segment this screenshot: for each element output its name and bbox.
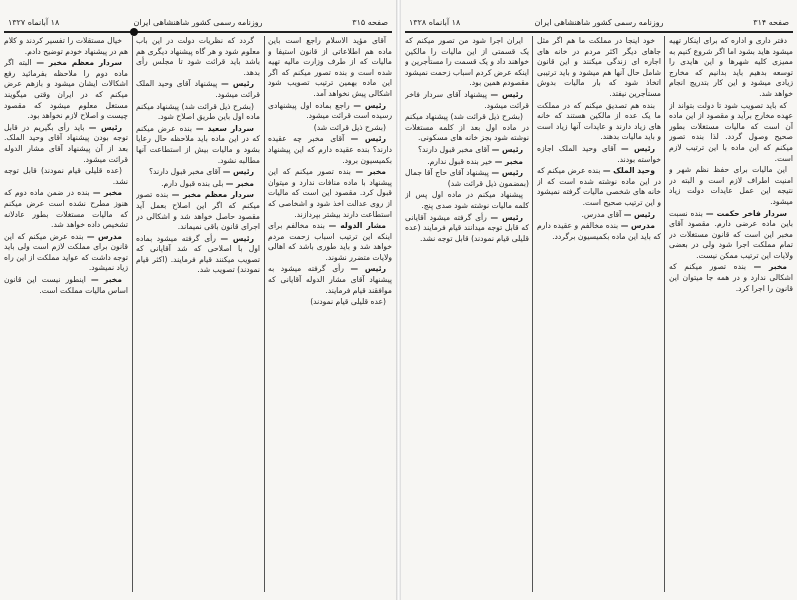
paragraph-text: رأی گرفته میشود بماده اول با اصلاحی که شد آقایانی که تصویب میکنند قیام فرمایند. (اکثر قیام نمودند) تصویب شد. — [136, 233, 260, 275]
paragraph-text: باید رأی بگیریم در قابل توجه بودن پیشنهاد آقای وحید الملک. بعد از آن پیشنهاد آقای مشار الدوله قرائت میشود. — [4, 122, 128, 164]
paragraph — [4, 275, 128, 296]
paragraph-text: البته اگر ماده دوم را ملاحظه بفرمائید رفع اشکالات ایشان میشود و بازهم عرض میکنم که در ایران وقتی میگویند مستغل معلوم میشود که مقصود چیست و اصلاح لازم نخواهد بود. — [4, 58, 128, 121]
paragraph — [268, 36, 392, 100]
speaker-name: سردار معظم مخبر — — [36, 58, 122, 68]
text-column — [669, 36, 793, 594]
paragraph — [405, 145, 529, 156]
speaker-name: رئیس — — [221, 79, 254, 89]
paragraph — [4, 166, 128, 187]
paragraph-text: رأی گرفته میشود به پیشنهاد آقای مشار الدوله آقایانی که موافقند قیام فرمایند. — [268, 264, 392, 295]
paragraph — [136, 179, 260, 190]
paragraph-text: دفتر داری و اداره که برای اینکار تهیه میشود هاید بشود اما اگر شروع کنیم به ممیزی کلیه شهرها و این هایدی را توسعه بدهیم باید بدانیم که مخارج زیادی میشود و این کار بتدریج انجام خواهد شد. — [669, 36, 793, 98]
speaker-name: مخبر — — [91, 275, 122, 285]
speaker-name: رئیس — — [490, 89, 524, 99]
paragraph — [669, 36, 793, 100]
paragraph — [669, 262, 793, 294]
paragraph-text: بنده تصور میکنم که اگر این اصلاح بعمل آید مقصود حاصل خواهد شد و اشکالی در اجرای قانون باقی نمیماند. — [136, 190, 260, 232]
speaker-name: مخبر — — [225, 178, 254, 188]
right-page — [401, 0, 797, 600]
paragraph — [136, 234, 260, 276]
speaker-name: مشار الدوله — — [328, 221, 386, 231]
paragraph — [136, 79, 260, 100]
paragraph — [405, 190, 529, 211]
paragraph-text: خیال مستقلات را تفسیر کردند و کلام هم در پیشنهاد خودم توضیح دادم. — [4, 36, 128, 56]
speaker-name: رئیس — — [353, 100, 386, 110]
paragraph — [669, 209, 793, 262]
paragraph — [537, 166, 661, 208]
header-rule — [4, 31, 392, 33]
issue-date: ۱۸ آبانماه ۱۳۲۸ — [409, 18, 461, 27]
speaker-name: وحید الملک — — [602, 166, 655, 176]
newspaper-title: روزنامه رسمی کشور شاهنشاهی ایران — [534, 18, 664, 27]
paragraph — [268, 167, 392, 220]
paragraph — [136, 190, 260, 232]
paragraph-text: (بشرح ذیل قرائت شد) پیشنهاد میکنم ماده اول باین طریق اصلاح شود. — [136, 101, 260, 122]
issue-date: ۱۸ آبانماه ۱۳۲۷ — [8, 18, 60, 27]
text-column — [268, 36, 392, 594]
paragraph-text: (عده قلیلی قیام نمودند) قابل توجه نشد. — [4, 166, 128, 186]
paragraph — [405, 90, 529, 111]
paragraph — [405, 112, 529, 144]
paragraph — [405, 157, 529, 168]
paragraph — [537, 144, 661, 165]
speaker-name: رئیس — — [621, 143, 655, 153]
binding-hole — [130, 28, 138, 36]
paragraph — [405, 36, 529, 89]
paragraph-text: این مالیات برای حفظ نظم شهر و امنیت اطراف لازم است و البته در نتیجه این عمل عایدات دولت زیاد میشود. — [669, 165, 793, 206]
paragraph-text: گردد که نظریات دولت در این باب معلوم شود و هر گاه پیشنهاد دیگری هم باشد باید قرائت شود تا مجلس رأی بدهد. — [136, 36, 260, 77]
paragraph-text: ایران اجرا شود من تصور میکنم که یک قسمتی از این مالیات را مالکین خواهند داد و یک قسمت را مستأجرین و اینکه عرض کردم اسباب زحمت نمیشود مقصودم همین بود. — [405, 36, 529, 88]
newspaper-title: روزنامه رسمی کشور شاهنشاهی ایران — [133, 18, 263, 27]
paragraph — [4, 232, 128, 274]
speaker-name: رئیس — — [350, 264, 386, 274]
column-divider — [264, 36, 265, 592]
speaker-name: مخبر — — [355, 167, 386, 177]
paragraph — [136, 124, 260, 166]
paragraph-text: بنده عرض میکنم که این قانون برای مملکت لازم است ولی باید توجه داشت که عواید مملکت از این راه زیاد نمیشود. — [4, 231, 128, 273]
text-column — [537, 36, 661, 594]
column-divider — [664, 36, 665, 592]
paragraph-text: بنده عرض میکنم که در این ماده باید ملاحظه حال رعایا بشود و مالیات بیش از استطاعت آنها مطالبه نشود. — [136, 123, 260, 165]
paragraph — [268, 123, 392, 134]
paragraph-text: راجع بماده اول پیشنهادی رسیده است قرائت میشود. — [268, 100, 392, 121]
paragraph — [268, 221, 392, 263]
paragraph-text: بنده تصور میکنم که اشکالی ندارد و در همه جا میتوان این قانون را اجرا کرد. — [669, 262, 793, 293]
paragraph — [405, 213, 529, 245]
paragraph-text: خیر بنده قبول ندارم. — [427, 156, 493, 166]
paragraph — [537, 36, 661, 100]
speaker-name: رئیس — — [88, 122, 123, 132]
paragraph-text: که باید تصویب شود تا دولت بتواند از عهده مخارج برآید و مقصود از این ماده آن است که مالیات مستغلات بطور صحیح وصول گردد. لذا بنده تصور میکنم که این ماده با این ترتیب لازم است. — [669, 100, 793, 163]
page-number: صفحه ۳۱۴ — [753, 18, 789, 27]
paragraph-text: آقای مدرس. — [581, 209, 622, 219]
paragraph-text: (عده قلیلی قیام نمودند) — [310, 297, 386, 307]
page-number: صفحه ۳۱۵ — [352, 18, 388, 27]
paragraph — [4, 123, 128, 165]
paragraph-text: بنده تصور میکنم که این پیشنهاد با ماده منافات ندارد و میتوان قبول کرد. مقصود این است که مالیات از روی عدالت اخذ شود و اشخاصی که استطاعت دارند بیشتر بپردازند. — [268, 167, 392, 219]
paragraph-text: بنده در ضمن ماده دوم که هنوز مطرح نشده است عرض میکنم که مالیات مستغلات بطور عادلانه تشخیص داده خواهد شد. — [4, 188, 128, 230]
paragraph-text: (بشرح ذیل قرائت شد) — [313, 122, 386, 132]
paragraph-text: آقای مخبر قبول دارند؟ — [417, 144, 490, 154]
paragraph — [136, 36, 260, 78]
text-column — [405, 36, 529, 594]
left-page — [0, 0, 396, 600]
speaker-name: رئیس — — [491, 168, 523, 178]
paragraph — [136, 102, 260, 123]
paragraph — [268, 134, 392, 166]
speaker-name: سردار فاخر حکمت — — [705, 208, 787, 218]
speaker-name: رئیس — — [222, 167, 254, 177]
paragraph — [537, 221, 661, 242]
paragraph — [136, 167, 260, 178]
paragraph — [268, 101, 392, 122]
paragraph-text: پیشنهاد میکنم در ماده اول پس از کلمه مالیات نوشته شود صدی پنج. — [405, 190, 529, 210]
page-header — [407, 16, 791, 30]
paragraph — [268, 297, 392, 308]
paragraph-text: اینطور نیست این قانون اساس مالیات مملکت است. — [4, 275, 128, 295]
column-divider — [532, 36, 533, 592]
paragraph — [669, 165, 793, 207]
paragraph-text: آقای وحید الملک اجازه خواسته بودند. — [537, 143, 661, 164]
paragraph-text: بنده نسبت باین ماده عرضی دارم. مقصود آقای مخبر این است که قانون مستغلات در تمام مملکت اجرا شود ولی در بعضی ولایات این ترتیب ممکن نیست. — [669, 208, 793, 260]
speaker-name: رئیس — — [220, 233, 254, 243]
speaker-name: مدرس — — [620, 221, 655, 231]
paragraph-text: پیشنهاد آقای وحید الملک قرائت میشود. — [136, 79, 260, 99]
speaker-name: مدرس — — [86, 231, 122, 241]
speaker-name: سردار معظم مخبر — — [171, 190, 254, 200]
speaker-name: رئیس — — [490, 212, 524, 222]
speaker-name: رئیس — — [491, 144, 523, 154]
speaker-name: رئیس — — [623, 209, 655, 219]
paragraph-text: آقای مخبر قبول دارند؟ — [148, 167, 221, 177]
paragraph-text: پیشنهاد آقای حاج آقا جمال (بمضمون ذیل قرائت شد) — [405, 168, 529, 188]
paragraph — [268, 264, 392, 296]
column-divider — [132, 36, 133, 592]
paragraph-text: بنده هم تصدیق میکنم که در مملکت ما یک عده از مالکین هستند که خانه های زیاد دارند و عایدات آنها زیاد است و باید مالیات بدهند. — [537, 100, 661, 142]
paragraph-text: بنده عرض میکنم که در این ماده نوشته شده است که از خانه های شخصی مالیات گرفته نمیشود و این ترتیب صحیح است. — [537, 166, 661, 207]
paragraph-text: آقای مخبر چه عقیده دارند؟ بنده عقیده دارم که این پیشنهاد بکمیسیون برود. — [268, 134, 392, 165]
speaker-name: سردار سعید — — [195, 123, 255, 133]
paragraph — [4, 36, 128, 57]
paragraph-text: بنده مخالفم و عقیده دارم که باید این ماده بکمیسیون برگردد. — [537, 221, 661, 241]
text-column — [4, 36, 128, 594]
paragraph — [4, 58, 128, 122]
paragraph — [4, 188, 128, 230]
header-rule — [405, 31, 793, 33]
paragraph — [669, 101, 793, 165]
speaker-name: مخبر — — [753, 262, 787, 272]
paragraph-text: پیشنهاد آقای سردار فاخر قرائت میشود. — [405, 89, 529, 110]
paragraph — [537, 210, 661, 221]
paragraph — [537, 101, 661, 143]
paragraph-text: بلی بنده قبول دارم. — [161, 178, 224, 188]
paragraph-text: آقای مؤید الاسلام راجع است باین ماده هم اطلاعاتی از قانون استیفا و مالیات که از طرف وزارت مالیه تهیه شده است و بنده تصور میکنم که اگر این ماده بهمین ترتیب تصویب شود اشکالی پیش نخواهد آمد. — [268, 36, 392, 98]
speaker-name: رئیس — — [350, 134, 386, 144]
speaker-name: مخبر — — [494, 156, 523, 166]
page-header — [6, 16, 390, 30]
paragraph-text: (بشرح ذیل قرائت شد) پیشنهاد میکنم در ماده اول بعد از کلمه مستغلات نوشته شود بجز خانه های مسکونی. — [405, 112, 529, 143]
speaker-name: مخبر — — [92, 188, 122, 198]
paragraph-text: بنده مخالفم برای اینکه این ترتیب اسباب زحمت مردم خواهد شد و باید طوری باشد که اهالی ولایات متضرر نشوند. — [268, 221, 392, 262]
paragraph-text: رأی گرفته میشود آقایانی که قابل توجه میدانند قیام فرمایند (عده قلیلی قیام نمودند) قابل توجه نشد. — [405, 212, 529, 243]
paragraph-text: خود اینجا در مملکت ما هم اگر مثل جاهای دیگر اکثر مردم در خانه های اجاره ای زندگی میکنند و این قانون شامل حال آنها هم میشود و باید ترتیبی اتخاذ شود که بار مالیات بدوش مستأجرین نیفتد. — [537, 36, 661, 98]
paragraph — [405, 168, 529, 189]
text-column — [136, 36, 260, 594]
